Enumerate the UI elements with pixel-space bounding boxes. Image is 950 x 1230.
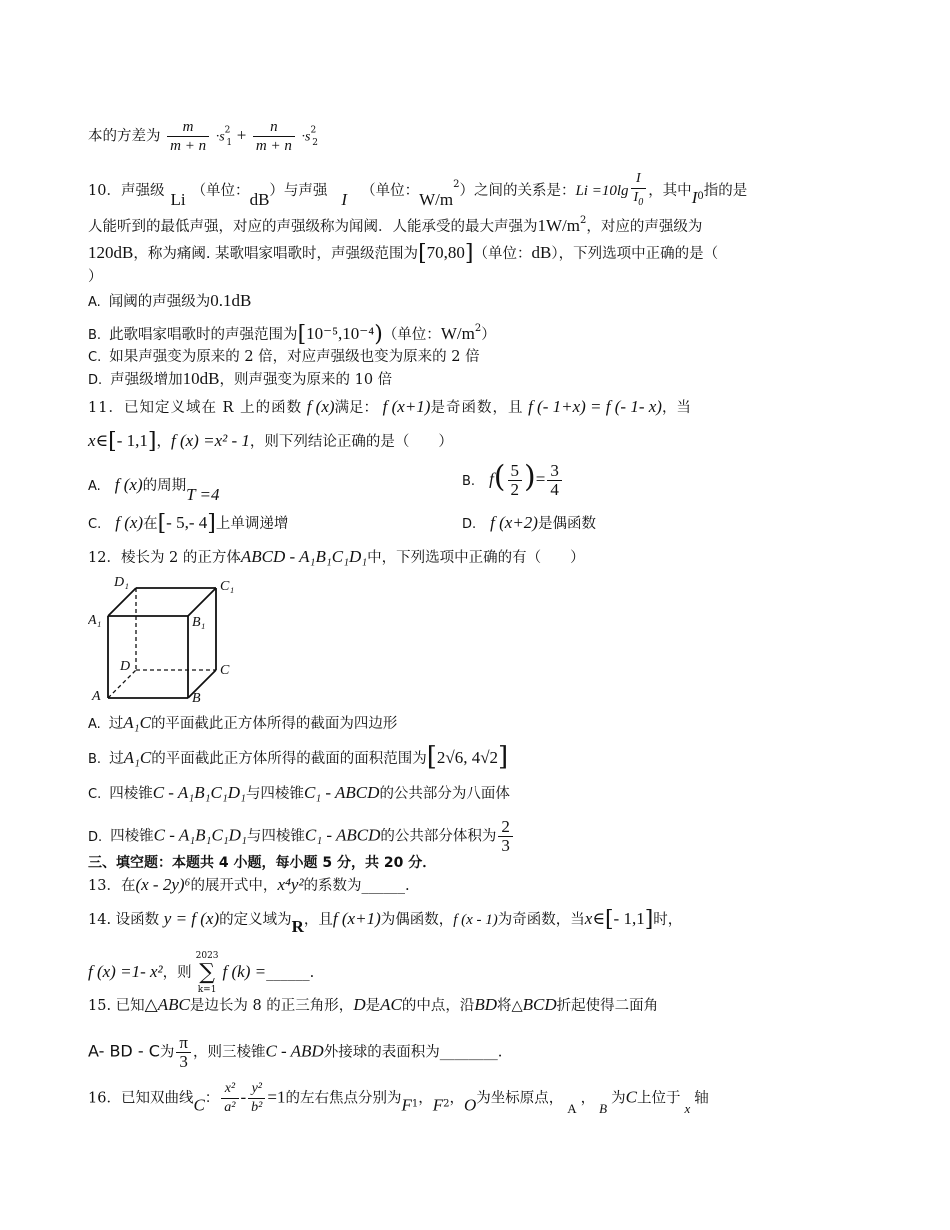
hidden-edge-a-d <box>108 670 136 698</box>
q10-option-d: D. 声强级增加10dB，则声强变为原来的 10 倍 <box>88 369 393 388</box>
q11-line1: 11．已知定义域在 R 上的函数 f (x)满足： f (x+1)是奇函数，且 f (- 1+x) = f (- 1- x)，当 <box>88 397 691 416</box>
label-a1: A₁ <box>88 613 102 628</box>
q11-option-b: B. f( $\frac{5}{2}$ )= $\frac{3}{4}$ <box>462 462 564 499</box>
q10-line2: 人能听到的最低声强，对应的声强级称为闻阈．人能承受的最大声强为$1W/m^2$，对应的声强级为 <box>88 215 703 235</box>
edge-b1-c1 <box>188 588 216 616</box>
q10-option-b: B. 此歌唱家唱歌时的声强范围为[10⁻⁵,10⁻⁴)（单位：$W/m^2$） <box>88 322 496 347</box>
q15-line1: 15. 已知△ABC是边长为 8 的正三角形，D是AC的中点，沿BD将△BCD折起使得二面角 <box>88 995 659 1014</box>
summation: 2023 ∑ k=1 <box>195 951 219 995</box>
label-c1: C₁ <box>220 579 235 594</box>
q10-line3: 120dB，称为痛阈. 某歌唱家唱歌时，声强级范围为[70,80]（单位：dB），下列选项中正确的是（ <box>88 241 719 266</box>
edge-a1-d1 <box>108 588 136 616</box>
variance-fraction-1: $\frac{m}{m + n}$ <box>167 118 209 155</box>
q14-line2: f (x) =1- x²，则 2023 ∑ k=1 f (k) =______. <box>88 951 315 995</box>
label-a: A <box>92 689 101 704</box>
variance-fraction-2: $\frac{n}{m + n}$ <box>253 118 295 155</box>
q16-line1: 16．已知双曲线C： $\frac{\text{x²}}{\text{a²}}$ - $\frac{\text{y²}}{\text{b²}}$ =1的左右焦点分别为$F_1$，$F_2$，O为坐标原点，A，B为C上位于x轴 <box>88 1081 709 1116</box>
q11-option-c: C. f (x)在[- 5,- 4]上单调递增 <box>88 511 289 536</box>
sound-level-formula: Li =10lg <box>575 183 629 199</box>
q15-line2: A- BD - C为 $\frac{\pi}{3}$ ，则三棱锥C - ABD外接球的表面积为________. <box>88 1033 503 1071</box>
q14-line1: 14. 设函数 y = f (x)的定义域为R，且f (x+1)为偶函数，f (x - 1)为奇函数，当x∈[- 1,1]时， <box>88 907 683 936</box>
label-d: D <box>120 659 131 674</box>
variance-s2: ·s <box>301 129 311 145</box>
variance-s1: ·s <box>215 129 225 145</box>
q12-option-d: D. 四棱锥C - A₁B₁C₁D₁与四棱锥C₁ - ABCD的公共部分体积为 $\frac{2}{3}$ <box>88 818 515 855</box>
label-b1: B₁ <box>192 615 206 630</box>
li-symbol: Li <box>170 190 186 209</box>
q13-line: 13．在(x - 2y)⁶的展开式中，x⁴y²的系数为______. <box>88 875 410 894</box>
variance-line: 本的方差为 $\frac{m}{m + n}$ $\cdot s^2_1$ + $\frac{n}{m + n}$ $\cdot s^2_2$ <box>88 119 318 154</box>
label-c: C <box>220 663 230 678</box>
q11-option-a: A. f (x)的周期T =4 <box>88 475 220 504</box>
variance-prefix: 本的方差为 <box>88 128 161 145</box>
q12-line1: 12．棱长为 2 的正方体ABCD - A₁B₁C₁D₁中，下列选项中正确的有（ ） <box>88 547 585 566</box>
plus-sign: + <box>236 125 247 145</box>
label-b: B <box>192 691 201 704</box>
q10-option-a: A. 闻阈的声强级为0.1dB <box>88 291 252 310</box>
q12-option-b: B. 过A₁C的平面截此正方体所得的截面的面积范围为[2√6, 4√2] <box>88 742 509 772</box>
label-d1: D₁ <box>114 575 129 590</box>
q12-option-a: A. 过A₁C的平面截此正方体所得的截面为四边形 <box>88 713 398 732</box>
cube-diagram <box>88 572 248 704</box>
q10-option-c: C. 如果声强变为原来的 2 倍，对应声强级也变为原来的 2 倍 <box>88 349 480 365</box>
q10-line4: ） <box>88 269 103 285</box>
q11-option-d: D. f (x+2)是偶函数 <box>462 513 596 532</box>
q12-option-c: C. 四棱锥C - A₁B₁C₁D₁与四棱锥C₁ - ABCD的公共部分为八面体 <box>88 783 510 802</box>
section-3-heading: 三、填空题：本题共 4 小题，每小题 5 分，共 20 分． <box>88 855 437 871</box>
q10-line1: 10．声强级 Li （单位：dB）与声强 I （单位：$W/m^2$）之间的关系是：Li =10lg $\frac{I}{I_0}$ ，其中$I_0$指的是 <box>88 171 748 209</box>
q11-line2: x∈[- 1,1]，f (x) =x² - 1，则下列结论正确的是（ ） <box>88 429 453 454</box>
